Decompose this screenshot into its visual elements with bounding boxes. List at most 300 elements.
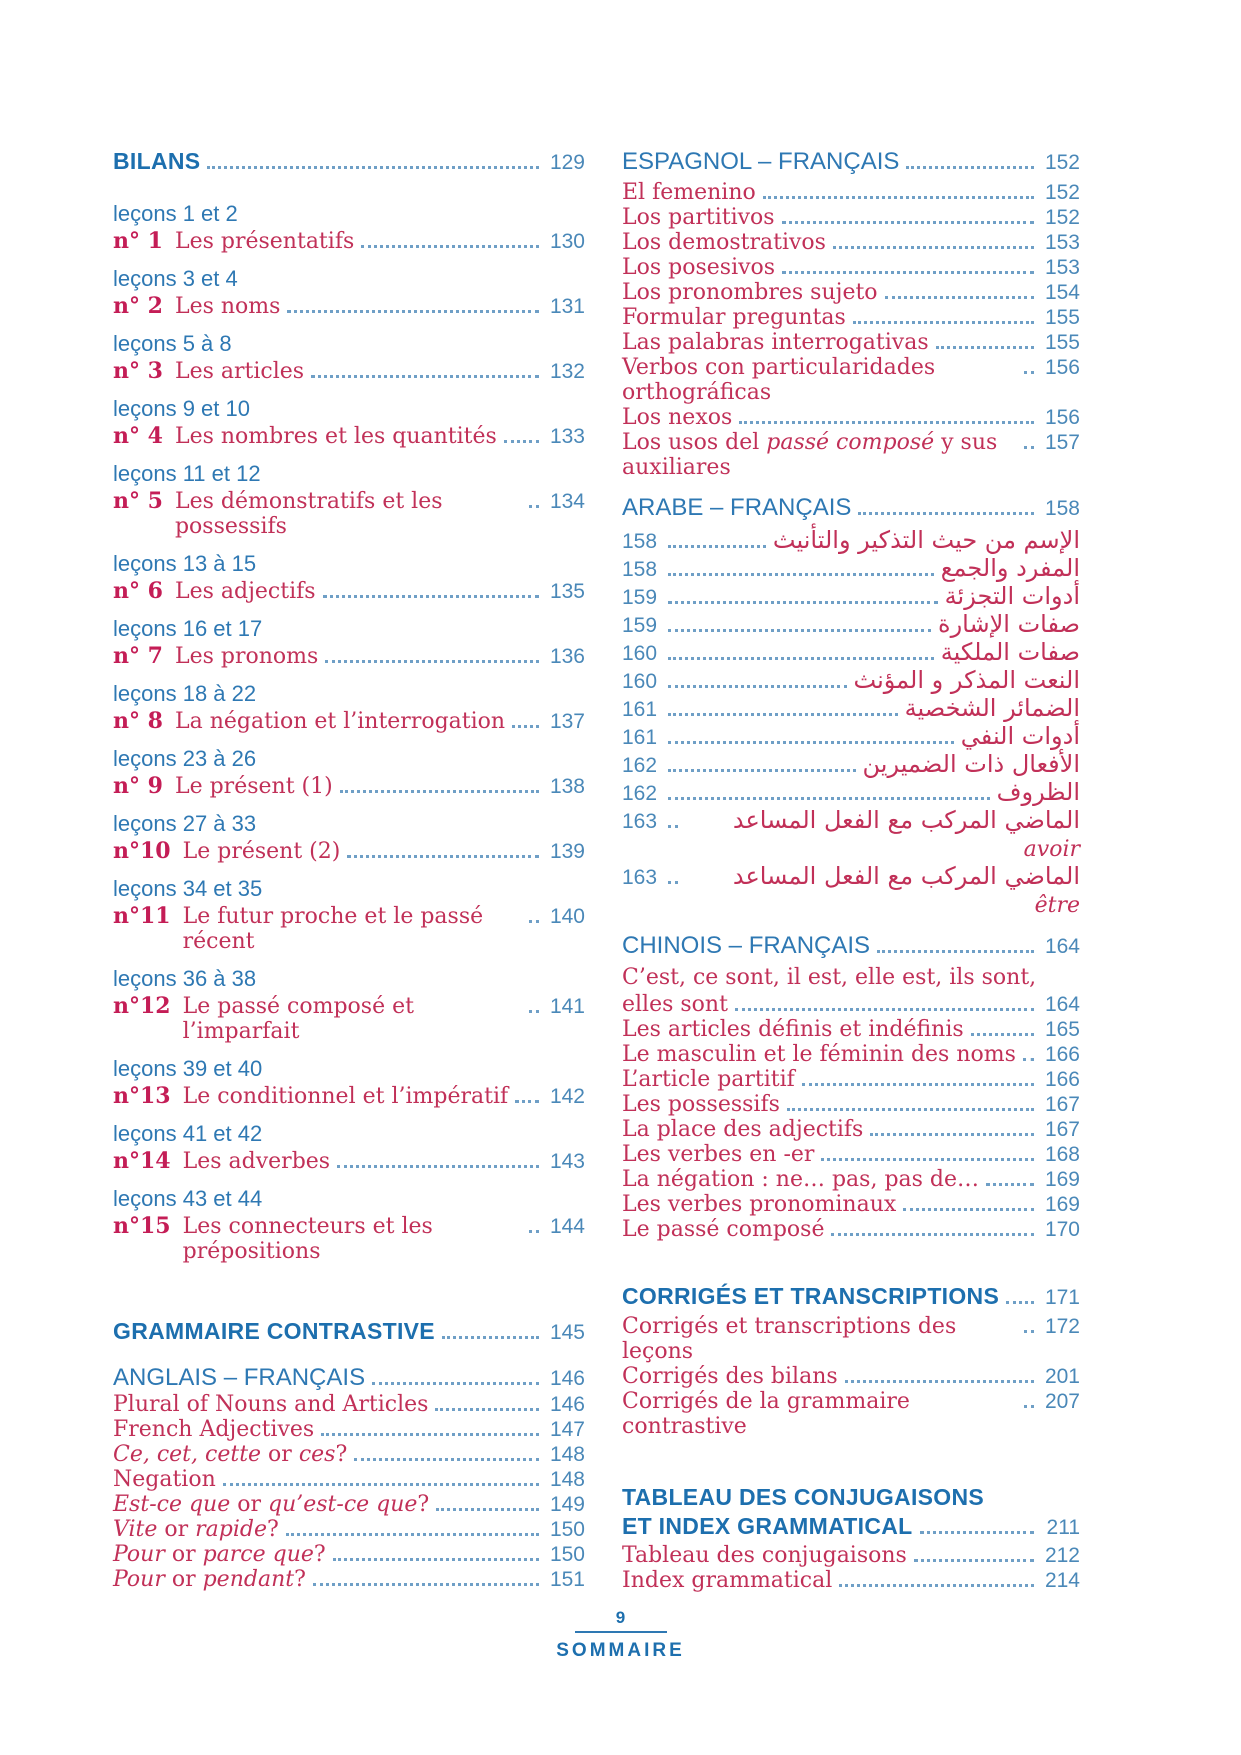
page-number: 165	[1044, 1018, 1080, 1041]
entry-title-arabic: الأفعال ذات الضميرين	[862, 750, 1080, 778]
page-number: 169	[1044, 1168, 1080, 1191]
lesson-group	[113, 550, 585, 604]
lessons-range: leçons 36 à 38	[113, 966, 257, 991]
toc-entry	[622, 1167, 1080, 1192]
lessons-range: leçons 41 et 42	[113, 1121, 263, 1146]
lesson-group	[113, 265, 585, 319]
dot-leader	[668, 825, 678, 828]
toc-entry	[113, 1492, 585, 1517]
plain-text: Los nexos	[622, 405, 733, 430]
toc-entry	[622, 230, 1080, 255]
entry-title-arabic: الماضي المركب مع الفعل المساعد avoir	[732, 806, 1080, 862]
page-number: 211	[1046, 1516, 1080, 1539]
entry-title-arabic: الظروف	[996, 778, 1080, 806]
lessons-range: leçons 5 à 8	[113, 331, 232, 356]
lessons-range: leçons 9 et 10	[113, 396, 250, 421]
entry-title: Les démonstratifs et les possessifs	[174, 489, 443, 539]
plain-text: Les possessifs	[622, 1092, 780, 1117]
entry-title-arabic: أدوات التجزئة	[944, 582, 1080, 610]
tableau-entries	[622, 1543, 1080, 1593]
dot-leader	[858, 512, 1034, 515]
lesson-group	[113, 460, 585, 539]
plain-text: Corrigés de la grammaire contrastive	[622, 1389, 910, 1439]
entry-title-arabic: صفات الملكية	[940, 638, 1080, 666]
entry-title	[622, 430, 1017, 480]
dot-leader	[529, 505, 539, 508]
page-number: 156	[1044, 406, 1080, 429]
toc-entry	[113, 708, 585, 734]
dot-leader	[515, 1100, 539, 1103]
entry-title: Le futur proche et le passé récent	[182, 904, 484, 954]
toc-entry	[622, 205, 1080, 230]
plain-text: or	[261, 1442, 299, 1467]
lessons-range: leçons 43 et 44	[113, 1186, 263, 1211]
page-number: 160	[622, 670, 658, 693]
dot-leader	[839, 1584, 1034, 1587]
plain-text: Plural of Nouns and Articles	[113, 1392, 429, 1417]
entry-title	[622, 1017, 964, 1042]
left-column	[113, 148, 585, 1593]
page-number: 152	[1044, 151, 1080, 174]
lesson-group	[113, 680, 585, 734]
language-section-title: ANGLAIS – FRANÇAIS	[113, 1364, 366, 1391]
tableau-header-line1: TABLEAU DES CONJUGAISONS	[622, 1484, 985, 1510]
entry-title	[622, 1364, 838, 1389]
bilan-number: n° 9	[113, 773, 163, 799]
page-number: 140	[549, 905, 585, 928]
entry-title	[113, 1517, 279, 1542]
entry-title	[622, 255, 775, 280]
page-number: 133	[549, 425, 585, 448]
page-number: 144	[549, 1215, 585, 1238]
toc-entry-arabic	[622, 526, 1080, 554]
dot-leader	[512, 725, 539, 728]
toc-entry	[113, 1542, 585, 1567]
entry-title	[113, 1417, 314, 1442]
page-number: 153	[1044, 256, 1080, 279]
footer-page-number: 9	[615, 1608, 626, 1627]
dot-leader	[361, 245, 539, 248]
italic-text: parce que	[202, 1542, 314, 1567]
page-number: 164	[1044, 993, 1080, 1016]
plain-text: Verbos con particularidades orthográficas	[622, 355, 936, 405]
page-number: 212	[1044, 1544, 1080, 1567]
dot-leader	[668, 573, 934, 576]
toc-entry-arabic	[622, 610, 1080, 638]
page-number: 153	[1044, 231, 1080, 254]
entry-title: Le présent (1)	[174, 774, 333, 799]
page-number: 154	[1044, 281, 1080, 304]
arabe-entries	[622, 526, 1080, 918]
lessons-range: leçons 11 et 12	[113, 461, 261, 486]
entry-title: Les connecteurs et les prépositions	[182, 1214, 433, 1264]
toc-entry	[622, 992, 1080, 1017]
lesson-group	[113, 965, 585, 1044]
toc-entry	[622, 1314, 1080, 1364]
toc-entry	[622, 1092, 1080, 1117]
plain-text: El femenino	[622, 180, 756, 205]
bilan-number: n° 3	[113, 358, 163, 384]
entry-title	[622, 230, 826, 255]
dot-leader	[1024, 371, 1034, 374]
footer-label: SOMMAIRE	[556, 1640, 685, 1661]
page-number: 134	[549, 490, 585, 513]
bilan-number: n° 2	[113, 293, 163, 319]
toc-entry	[622, 1142, 1080, 1167]
bilan-number: n° 5	[113, 488, 163, 514]
toc-entry	[113, 1083, 585, 1109]
page-number: 168	[1044, 1143, 1080, 1166]
plain-text: ?	[417, 1492, 430, 1517]
toc-entry	[622, 405, 1080, 430]
plain-text: ?	[267, 1517, 279, 1542]
plain-text: Los posesivos	[622, 255, 776, 280]
dot-leader	[286, 1533, 539, 1536]
chinois-entries	[622, 992, 1080, 1242]
dot-leader	[782, 271, 1034, 274]
plain-text: Las palabras interrogativas	[622, 330, 929, 355]
bilans-header	[113, 148, 585, 175]
dot-leader	[833, 246, 1034, 249]
dot-leader	[914, 1559, 1034, 1562]
latin-verb: être	[1034, 893, 1080, 918]
page-number: 138	[549, 775, 585, 798]
bilan-number: n°15	[113, 1213, 171, 1239]
toc-entry	[113, 228, 585, 254]
page-number: 161	[622, 726, 658, 749]
corriges-header	[622, 1283, 1080, 1310]
page-number: 149	[549, 1493, 585, 1516]
italic-text: Ce, cet, cette	[113, 1442, 262, 1467]
lessons-range: leçons 16 et 17	[113, 616, 263, 641]
toc-entry	[622, 280, 1080, 305]
dot-leader	[529, 1230, 539, 1233]
dot-leader	[1024, 1405, 1034, 1408]
dot-leader	[1006, 1301, 1034, 1304]
language-section-title: ESPAGNOL – FRANÇAIS	[622, 148, 900, 175]
dot-leader	[845, 1380, 1034, 1383]
dot-leader	[354, 1458, 539, 1461]
entry-title	[622, 992, 728, 1017]
italic-text: passé composé	[766, 430, 935, 455]
plain-text: Index grammatical	[622, 1568, 833, 1593]
entry-title: La négation et l’interrogation	[174, 709, 506, 734]
entry-title	[622, 1067, 795, 1092]
toc-entry-arabic	[622, 750, 1080, 778]
toc-entry	[113, 358, 585, 384]
dot-leader	[337, 1165, 539, 1168]
toc-entry	[113, 838, 585, 864]
lessons-range: leçons 39 et 40	[113, 1056, 263, 1081]
italic-text: Pour	[113, 1567, 165, 1592]
bilan-number: n° 6	[113, 578, 163, 604]
italic-text: qu’est-ce que	[267, 1492, 418, 1517]
lesson-group	[113, 1185, 585, 1264]
toc-entry	[622, 1568, 1080, 1593]
dot-leader	[372, 1382, 539, 1385]
dot-leader	[668, 713, 898, 716]
italic-text: rapide	[195, 1517, 268, 1542]
dot-leader	[739, 421, 1034, 424]
page-number: 150	[549, 1518, 585, 1541]
page-number: 156	[1044, 356, 1080, 379]
page-number: 158	[622, 558, 658, 581]
toc-entry	[622, 355, 1080, 405]
toc-entry	[622, 1389, 1080, 1439]
grammaire-header	[113, 1318, 585, 1345]
entry-title-arabic: الماضي المركب مع الفعل المساعد être	[732, 862, 1080, 918]
lesson-group	[113, 330, 585, 384]
plain-text: elles sont	[622, 992, 728, 1017]
entry-title: Les adjectifs	[174, 579, 316, 604]
bilan-number: n° 8	[113, 708, 163, 734]
bilan-number: n° 4	[113, 423, 163, 449]
toc-entry	[622, 1042, 1080, 1067]
entry-title: Les articles	[174, 359, 305, 384]
entry-title	[622, 1568, 832, 1593]
dot-leader	[668, 769, 856, 772]
page-number: 162	[622, 782, 658, 805]
toc-entry-arabic	[622, 862, 1080, 918]
dot-leader	[1023, 1058, 1034, 1061]
entry-title	[622, 1314, 1017, 1364]
plain-text: ?	[335, 1442, 348, 1467]
page-number: 158	[622, 530, 658, 553]
page-number: 171	[1044, 1286, 1080, 1309]
corriges-entries	[622, 1314, 1080, 1439]
page-number: 155	[1044, 306, 1080, 329]
toc-entry-arabic	[622, 722, 1080, 750]
entry-title	[622, 1543, 907, 1568]
entry-title: Les noms	[174, 294, 281, 319]
toc-entry	[113, 578, 585, 604]
toc-entry	[113, 993, 585, 1044]
dot-leader	[340, 790, 539, 793]
entry-title	[113, 1542, 326, 1567]
footer-rule	[575, 1631, 667, 1633]
toc-entry	[622, 1117, 1080, 1142]
toc-entry	[622, 330, 1080, 355]
dot-leader	[442, 1336, 539, 1339]
toc-entry	[113, 1417, 585, 1442]
toc-entry	[113, 1148, 585, 1174]
page-number: 164	[1044, 935, 1080, 958]
plain-text: French Adjectives	[113, 1417, 315, 1442]
tableau-header-line2	[622, 1513, 1080, 1540]
lessons-range: leçons 1 et 2	[113, 201, 238, 226]
page-number: 143	[549, 1150, 585, 1173]
dot-leader	[877, 950, 1034, 953]
page-number: 150	[549, 1543, 585, 1566]
dot-leader	[529, 1010, 539, 1013]
plain-text: ?	[313, 1542, 326, 1567]
chinois-intro-line: C’est, ce sont, il est, elle est, ils sont,	[622, 965, 1037, 990]
plain-text: or	[230, 1492, 268, 1517]
section-title: BILANS	[113, 148, 201, 174]
page-number: 148	[549, 1468, 585, 1491]
toc-entry-arabic	[622, 806, 1080, 862]
plain-text: La négation : ne… pas, pas de…	[622, 1167, 980, 1192]
page-number: 135	[549, 580, 585, 603]
page-number: 139	[549, 840, 585, 863]
plain-text: L’article partitif	[622, 1067, 795, 1092]
entry-title	[622, 205, 775, 230]
page-number: 151	[549, 1568, 585, 1591]
bilan-number: n° 7	[113, 643, 163, 669]
page-number: 161	[622, 698, 658, 721]
entry-title-arabic: صفات الإشارة	[938, 610, 1080, 638]
dot-leader	[223, 1483, 539, 1486]
page-number: 167	[1044, 1093, 1080, 1116]
page-number: 146	[549, 1393, 585, 1416]
toc-entry	[622, 1067, 1080, 1092]
dot-leader	[668, 629, 931, 632]
plain-text: Corrigés et transcriptions des leçons	[622, 1314, 957, 1364]
toc-entry-arabic	[622, 694, 1080, 722]
dot-leader	[763, 196, 1034, 199]
bilan-number: n°14	[113, 1148, 171, 1174]
page-number: 132	[549, 360, 585, 383]
plain-text: Los partitivos	[622, 205, 775, 230]
entry-title	[622, 1217, 824, 1242]
page-number: 166	[1044, 1043, 1080, 1066]
bilan-number: n°11	[113, 903, 171, 929]
entry-title: Le présent (2)	[182, 839, 341, 864]
dot-leader	[504, 440, 539, 443]
page-number: 152	[1044, 181, 1080, 204]
dot-leader	[906, 166, 1034, 169]
lesson-group	[113, 875, 585, 954]
dot-leader	[435, 1408, 539, 1411]
toc-entry	[113, 773, 585, 799]
page-footer	[0, 1608, 1241, 1662]
plain-text: y sus auxiliares	[622, 430, 998, 480]
entry-title	[622, 1389, 1017, 1439]
bilan-number: n°10	[113, 838, 171, 864]
page-number: 169	[1044, 1193, 1080, 1216]
plain-text: Los demostrativos	[622, 230, 826, 255]
toc-entry	[622, 430, 1080, 480]
page-number: 130	[549, 230, 585, 253]
dot-leader	[885, 296, 1034, 299]
lesson-group	[113, 615, 585, 669]
toc-entry-arabic	[622, 666, 1080, 694]
toc-entry	[622, 255, 1080, 280]
dot-leader	[311, 375, 539, 378]
bilan-number: n° 1	[113, 228, 163, 254]
entry-title	[622, 305, 846, 330]
dot-leader	[787, 1108, 1034, 1111]
page-number: 142	[549, 1085, 585, 1108]
toc-entry	[113, 293, 585, 319]
dot-leader	[1024, 446, 1034, 449]
entry-title-arabic: النعت المذكر و المؤنث	[853, 666, 1080, 694]
page-number: 162	[622, 754, 658, 777]
toc-entry-arabic	[622, 554, 1080, 582]
page-number: 160	[622, 642, 658, 665]
lessons-range: leçons 18 à 22	[113, 681, 257, 706]
page-number: 147	[549, 1418, 585, 1441]
section-title: ET INDEX GRAMMATICAL	[622, 1513, 913, 1539]
page-number: 170	[1044, 1218, 1080, 1241]
entry-title	[113, 1392, 428, 1417]
dot-leader	[971, 1033, 1034, 1036]
page-number: 167	[1044, 1118, 1080, 1141]
page-number: 159	[622, 614, 658, 637]
page-number: 159	[622, 586, 658, 609]
plain-text: or	[164, 1567, 203, 1592]
dot-leader	[821, 1158, 1034, 1161]
dot-leader	[333, 1558, 539, 1561]
entry-title	[113, 1467, 216, 1492]
dot-leader	[936, 346, 1034, 349]
page-number: 163	[622, 810, 658, 833]
entry-title	[622, 355, 1017, 405]
toc-entry	[113, 1517, 585, 1542]
page-number: 163	[622, 866, 658, 889]
page-number: 148	[549, 1443, 585, 1466]
dot-leader	[1024, 1330, 1034, 1333]
plain-text: Les verbes en -er	[622, 1142, 815, 1167]
page-number: 152	[1044, 206, 1080, 229]
toc-entry	[113, 1567, 585, 1592]
entry-title	[622, 180, 756, 205]
dot-leader	[321, 1433, 539, 1436]
page-number: 214	[1044, 1569, 1080, 1592]
page-number: 158	[1044, 497, 1080, 520]
anglais-entries	[113, 1392, 585, 1592]
entry-title	[113, 1567, 306, 1592]
dot-leader	[347, 855, 539, 858]
entry-title: Les adverbes	[182, 1149, 331, 1174]
dot-leader	[668, 685, 847, 688]
italic-text: Pour	[113, 1542, 165, 1567]
toc-entry	[622, 1192, 1080, 1217]
plain-text: Negation	[113, 1467, 216, 1492]
lesson-group	[113, 745, 585, 799]
toc-entry	[113, 423, 585, 449]
page-number: 146	[549, 1367, 585, 1390]
entry-title: Les présentatifs	[174, 229, 355, 254]
dot-leader	[920, 1531, 1034, 1534]
lesson-group	[113, 1120, 585, 1174]
toc-entry	[113, 1392, 585, 1417]
toc-entry	[113, 643, 585, 669]
dot-leader	[287, 310, 539, 313]
plain-text: Los pronombres sujeto	[622, 280, 878, 305]
anglais-header	[113, 1364, 585, 1392]
dot-leader	[668, 601, 938, 604]
entry-title	[622, 1042, 1016, 1067]
plain-text: Tableau des conjugaisons	[622, 1543, 907, 1568]
toc-entry-arabic	[622, 582, 1080, 610]
lesson-group	[113, 395, 585, 449]
latin-verb: avoir	[1023, 837, 1080, 862]
page-number: 137	[549, 710, 585, 733]
page-number: 129	[549, 151, 585, 174]
dot-leader	[668, 797, 990, 800]
arabe-header	[622, 494, 1080, 522]
dot-leader	[903, 1208, 1034, 1211]
dot-leader	[436, 1508, 539, 1511]
chinois-header	[622, 932, 1080, 960]
toc-entry	[622, 1543, 1080, 1568]
page-number: 155	[1044, 331, 1080, 354]
lesson-group	[113, 810, 585, 864]
dot-leader	[802, 1083, 1034, 1086]
entry-title	[622, 1117, 863, 1142]
dot-leader	[207, 166, 539, 169]
